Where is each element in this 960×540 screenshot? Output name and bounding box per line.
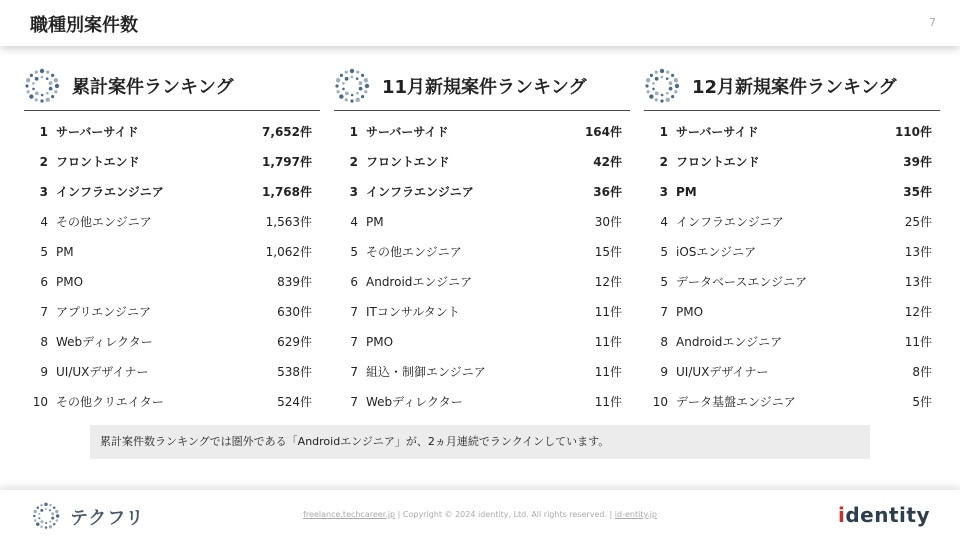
job-name: PM <box>366 215 384 229</box>
job-name: サーバーサイド <box>56 125 139 139</box>
job-name: その他クリエイター <box>56 395 164 409</box>
job-name: その他エンジニア <box>56 215 152 229</box>
case-count: 839件 <box>277 275 312 289</box>
ranking-row <box>644 117 940 147</box>
job-name: PMO <box>366 335 394 349</box>
rank-number: 5 <box>660 245 668 259</box>
job-name: アプリエンジニア <box>56 305 151 319</box>
case-count: 7,652件 <box>262 125 312 139</box>
ranking-list <box>24 117 320 417</box>
case-count: 11件 <box>904 335 932 349</box>
panel-header <box>644 64 940 111</box>
dotted-circle-icon <box>644 68 680 104</box>
ranking-row <box>24 117 320 147</box>
job-name: Webディレクター <box>56 335 153 349</box>
case-count: 1,062件 <box>265 245 312 259</box>
case-count: 15件 <box>594 245 622 259</box>
job-name: Webディレクター <box>366 395 463 409</box>
case-count: 36件 <box>593 185 622 199</box>
rank-number: 7 <box>350 395 358 409</box>
case-count: 164件 <box>584 125 622 139</box>
rank-number: 3 <box>659 185 668 199</box>
page-number: 7 <box>929 16 936 29</box>
ranking-list <box>334 117 630 417</box>
rank-number: 9 <box>40 365 48 379</box>
ranking-row <box>334 297 630 327</box>
rank-number: 7 <box>350 305 358 319</box>
panel-header <box>334 64 630 111</box>
job-name: サーバーサイド <box>676 125 759 139</box>
job-name: フロントエンド <box>676 155 760 169</box>
dotted-circle-icon <box>334 68 370 104</box>
dotted-circle-icon <box>24 68 60 104</box>
case-count: 11件 <box>594 335 622 349</box>
ranking-row <box>644 147 940 177</box>
ranking-row <box>334 177 630 207</box>
ranking-panel-november <box>334 64 630 417</box>
rank-number: 7 <box>40 305 48 319</box>
case-count: 630件 <box>277 305 312 319</box>
case-count: 1,797件 <box>262 155 312 169</box>
rank-number: 3 <box>39 185 48 199</box>
ranking-row <box>644 207 940 237</box>
rank-number: 8 <box>660 335 668 349</box>
ranking-row <box>24 297 320 327</box>
job-name: フロントエンド <box>56 155 140 169</box>
ranking-row <box>644 267 940 297</box>
case-count: 39件 <box>903 155 932 169</box>
rank-number: 1 <box>659 125 668 139</box>
ranking-row <box>24 387 320 417</box>
ranking-row <box>334 357 630 387</box>
job-name: ITコンサルタント <box>366 305 460 319</box>
case-count: 25件 <box>904 215 932 229</box>
rank-number: 8 <box>40 335 48 349</box>
footer-separator: | <box>607 510 615 519</box>
ranking-row <box>644 177 940 207</box>
identity-link[interactable]: id-entity.jp <box>614 510 657 519</box>
rank-number: 6 <box>40 275 48 289</box>
ranking-list <box>644 117 940 417</box>
case-count: 35件 <box>903 185 932 199</box>
rank-number: 4 <box>660 215 668 229</box>
ranking-row <box>334 117 630 147</box>
case-count: 1,563件 <box>265 215 312 229</box>
job-name: iOSエンジニア <box>676 245 757 259</box>
job-name: PMO <box>676 305 704 319</box>
case-count: 11件 <box>594 395 622 409</box>
identity-logo <box>838 503 930 527</box>
case-count: 30件 <box>594 215 622 229</box>
ranking-row <box>24 357 320 387</box>
case-count: 13件 <box>904 245 932 259</box>
job-name: データ基盤エンジニア <box>676 395 796 409</box>
rank-number: 10 <box>652 395 668 409</box>
footer-links <box>0 510 960 519</box>
rank-number: 2 <box>659 155 668 169</box>
ranking-panel-december <box>644 64 940 417</box>
ranking-row <box>24 177 320 207</box>
brand-i: i <box>838 503 846 527</box>
job-name: 組込・制御エンジニア <box>366 365 486 379</box>
ranking-row <box>644 237 940 267</box>
rank-number: 7 <box>350 365 358 379</box>
copyright-text: Copyright © 2024 identity, Ltd. All rights reserved. <box>402 510 607 519</box>
case-count: 524件 <box>277 395 312 409</box>
case-count: 5件 <box>912 395 932 409</box>
job-name: Androidエンジニア <box>676 335 783 349</box>
job-name: UI/UXデザイナー <box>676 365 769 379</box>
rank-number: 1 <box>39 125 48 139</box>
rank-number: 2 <box>39 155 48 169</box>
case-count: 12件 <box>904 305 932 319</box>
rank-number: 5 <box>660 275 668 289</box>
case-count: 11件 <box>594 365 622 379</box>
rank-number: 1 <box>349 125 358 139</box>
page-header <box>0 0 960 46</box>
job-name: PM <box>56 245 74 259</box>
ranking-row <box>334 267 630 297</box>
note-box: 累計案件数ランキングでは圏外である「Androidエンジニア」が、2ヵ月連続でランクインしています。 <box>90 425 870 459</box>
page-footer <box>0 490 960 540</box>
rank-number: 5 <box>350 245 358 259</box>
logo-text: テクフリ <box>70 508 145 529</box>
panel-title: 11月新規案件ランキング <box>382 77 587 98</box>
job-name: Androidエンジニア <box>366 275 473 289</box>
case-count: 110件 <box>894 125 932 139</box>
case-count: 8件 <box>912 365 932 379</box>
rank-number: 6 <box>350 275 358 289</box>
page-title: 職種別案件数 <box>30 15 138 36</box>
ranking-row <box>334 387 630 417</box>
job-name: インフラエンジニア <box>366 185 474 199</box>
ranking-row <box>24 207 320 237</box>
ranking-panel-cumulative <box>24 64 320 417</box>
rank-number: 4 <box>40 215 48 229</box>
job-name: UI/UXデザイナー <box>56 365 149 379</box>
panel-title: 12月新規案件ランキング <box>692 77 897 98</box>
job-name: インフラエンジニア <box>676 215 784 229</box>
ranking-row <box>24 267 320 297</box>
ranking-row <box>334 237 630 267</box>
rank-number: 9 <box>660 365 668 379</box>
footer-separator: | <box>395 510 403 519</box>
panel-header <box>24 64 320 111</box>
rank-number: 3 <box>349 185 358 199</box>
ranking-row <box>24 147 320 177</box>
job-name: インフラエンジニア <box>56 185 164 199</box>
techcareer-link[interactable]: freelance.techcareer.jp <box>303 510 396 519</box>
rank-number: 2 <box>349 155 358 169</box>
panel-title: 累計案件ランキング <box>72 77 234 98</box>
case-count: 629件 <box>277 335 312 349</box>
ranking-row <box>24 237 320 267</box>
job-name: データベースエンジニア <box>676 275 808 289</box>
case-count: 13件 <box>904 275 932 289</box>
job-name: PMO <box>56 275 84 289</box>
job-name: フロントエンド <box>366 155 450 169</box>
ranking-row <box>334 147 630 177</box>
job-name: PM <box>676 185 697 199</box>
rank-number: 5 <box>40 245 48 259</box>
case-count: 1,768件 <box>262 185 312 199</box>
ranking-row <box>644 327 940 357</box>
ranking-row <box>334 207 630 237</box>
rank-number: 4 <box>350 215 358 229</box>
case-count: 538件 <box>277 365 312 379</box>
job-name: その他エンジニア <box>366 245 462 259</box>
rank-number: 7 <box>350 335 358 349</box>
case-count: 12件 <box>594 275 622 289</box>
job-name: サーバーサイド <box>366 125 449 139</box>
case-count: 42件 <box>593 155 622 169</box>
brand-rest: dentity <box>845 503 930 527</box>
ranking-row <box>644 387 940 417</box>
case-count: 11件 <box>594 305 622 319</box>
ranking-row <box>334 327 630 357</box>
rank-number: 10 <box>32 395 48 409</box>
ranking-row <box>24 327 320 357</box>
ranking-row <box>644 297 940 327</box>
ranking-row <box>644 357 940 387</box>
rank-number: 7 <box>660 305 668 319</box>
